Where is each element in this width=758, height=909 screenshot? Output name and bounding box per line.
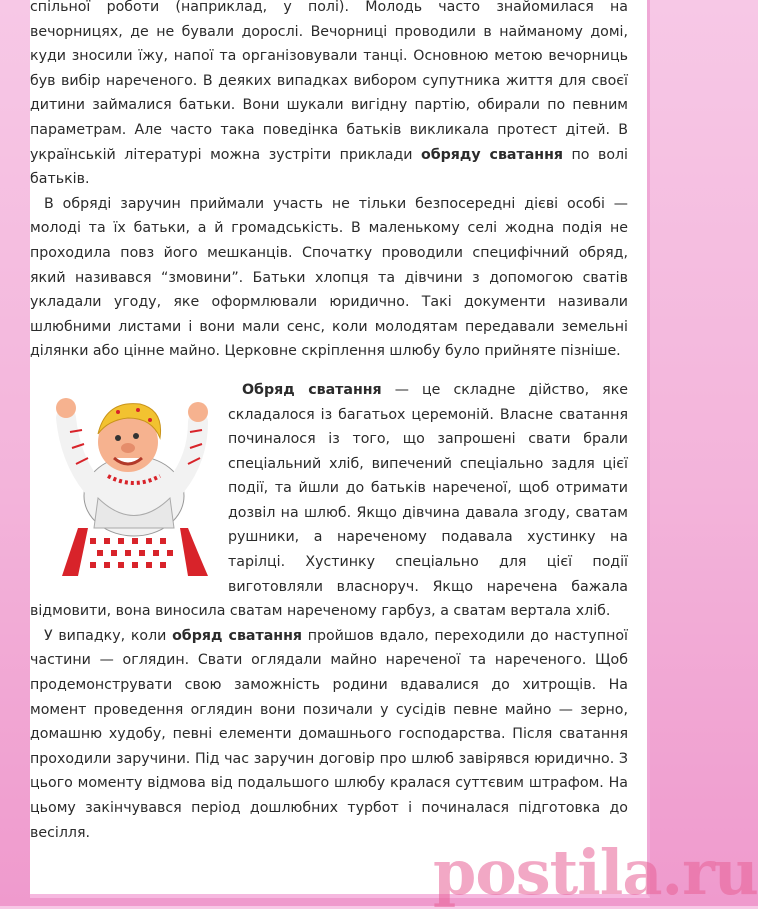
paragraph-1-bold: обряду сватання bbox=[420, 146, 564, 163]
matchmaker-woman-illustration bbox=[48, 378, 214, 578]
paragraph-3-bold: Обряд сватання bbox=[242, 381, 382, 398]
paragraph-4-start: У випадку, коли bbox=[44, 627, 173, 644]
postila-watermark-logo: postila.ru bbox=[433, 836, 758, 909]
paragraph-1-text: спільної роботи (наприклад, у полі). Молодь часто знайомилася на вечорницях, де не бували дорослі. Вечорниці проводили в найманому домі, куди зносили їжу, напої та організовували танці. Основною метою вечорниць був вибір нареченого. В деяких випадках вибором супутника життя для своєї дитини займалися батьки. Вони шукали вигідну партію, обирали по певним параметрам. Але часто така поведінка батьків викликала протест дітей. В українській літературі можна зустріти приклади bbox=[30, 0, 628, 163]
paragraph-1-end: по волі батьків. bbox=[30, 146, 629, 188]
article-body bbox=[30, 0, 628, 845]
paragraph-4-bold: обряд сватання bbox=[172, 627, 303, 644]
paragraph-1 bbox=[30, 0, 628, 192]
paragraph-4 bbox=[30, 624, 628, 845]
paragraph-3-text: — це складне дійство, яке складалося із багатьох церемоній. Власне сватання починалося із того, що запрошені свати брали спеціальний хліб, випечений спеціально задля цієї події, та йшли до батьків нареченої, щоб отримати дозвіл на шлюб. Якщо дівчина давала згоду, сватам рушники, а нареченому подавала хустинку на тарілці. Хустинку спеціально для цієї події виготовляли власноруч. Якщо наречена бажала відмовити, вона виносила сватам нареченому гарбуз, а сватам вертала хліб. bbox=[30, 381, 628, 620]
paragraph-2: В обряді заручин приймали участь не тільки безпосередні дієві особі — молоді та їх батьки, а й громадськість. В маленькому селі жодна подія не проходила повз його мешканців. Спочатку проводили специфічний обряд, який називався “змовини”. Батьки хлопця та дівчини з допомогою сватів укладали угоду, яке оформлювали юридично. Такі документи називали шлюбними листами і вони мали сенс, коли молодятам передавали земельні ділянки або цінне майно. Церковне скріплення шлюбу було прийняте пізніше. bbox=[30, 195, 628, 360]
paragraph-4-text: пройшов вдало, переходили до наступної частини — оглядин. Свати оглядали майно нареченої та нареченого. Щоб продемонструвати свою заможність родини вдавалися до хитрощів. На момент проведення оглядин вони позичали у сусідів певне майно — зерно, домашню худобу, певні елементи домашнього господарства. Після сватання проходили заручини. Під час заручин договір про шлюб завірявся юридично. З цього моменту відмова від подальшого шлюбу кралася суттєвим штрафом. На цьому закінчувався період дошлюбних турбот і починалася підготовка до весілля. bbox=[30, 627, 628, 841]
